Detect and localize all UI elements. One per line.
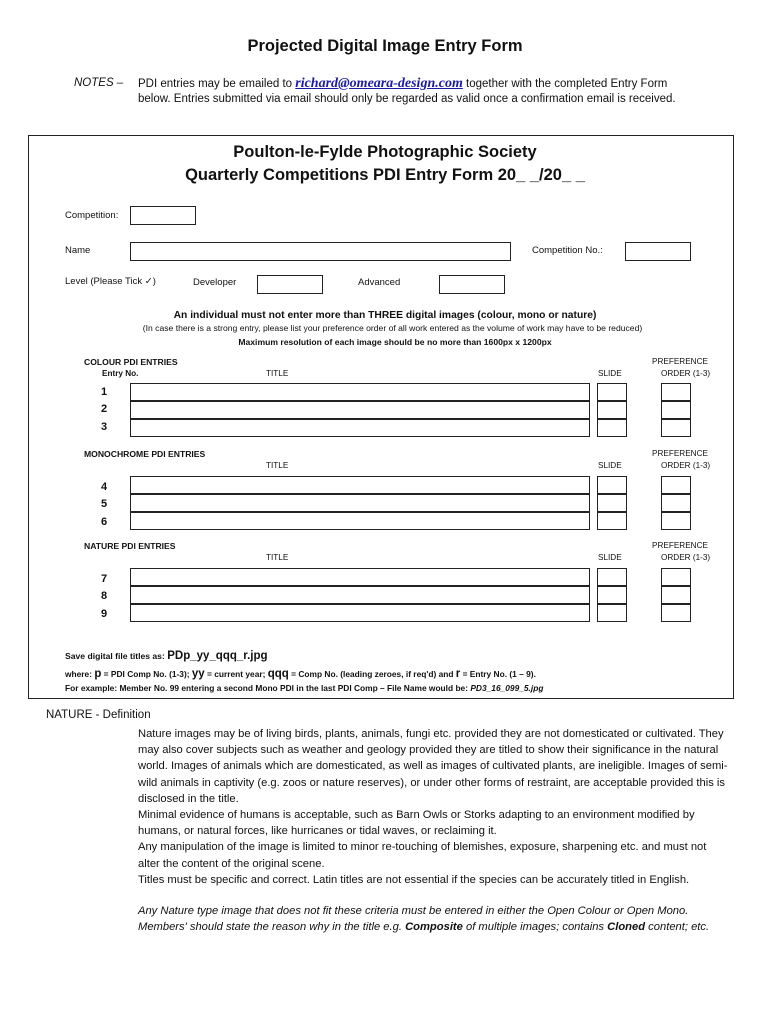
save-label: Save digital file titles as:: [65, 651, 168, 661]
email-link[interactable]: richard@omeara-design.com: [295, 76, 463, 91]
slide-field-4[interactable]: [597, 476, 627, 494]
where-yy: yy: [191, 668, 205, 680]
col-pref-colour-1: PREFERENCE: [652, 357, 708, 366]
preference-field-4[interactable]: [661, 476, 691, 494]
page-title: Projected Digital Image Entry Form: [247, 37, 523, 55]
form-subtitle: Quarterly Competitions PDI Entry Form 20_ _/20_ _: [185, 166, 585, 184]
example-line: [65, 683, 543, 693]
italic-part-3: content; etc.: [645, 921, 710, 934]
col-slide-mono: SLIDE: [598, 461, 622, 470]
developer-label: Developer: [193, 277, 237, 288]
italic-bold-cloned: Cloned: [607, 921, 646, 934]
preference-field-7[interactable]: [661, 568, 691, 586]
competition-no-label: Competition No.:: [532, 245, 603, 256]
example-text: For example: Member No. 99 entering a second Mono PDI in the last PDI Comp – File Name would be:: [65, 683, 471, 693]
name-label: Name: [65, 245, 91, 256]
rule-resolution: Maximum resolution of each image should be no more than 1600px x 1200px: [238, 337, 552, 347]
example-file: PD3_16_099_5.jpg: [470, 683, 544, 693]
where-p: p: [94, 668, 102, 680]
title-field-4[interactable]: [130, 476, 590, 494]
preference-field-1[interactable]: [661, 383, 691, 401]
title-field-9[interactable]: [130, 604, 590, 622]
save-pattern: PDp_yy_qqq_r.jpg: [167, 650, 268, 662]
col-pref-mono-1: PREFERENCE: [652, 449, 708, 458]
level-label: Level (Please Tick ✓): [65, 276, 156, 287]
competition-label: Competition:: [65, 210, 119, 221]
title-field-2[interactable]: [130, 401, 590, 419]
slide-field-1[interactable]: [597, 383, 627, 401]
title-field-8[interactable]: [130, 586, 590, 604]
title-field-6[interactable]: [130, 512, 590, 530]
section-heading-mono: MONOCHROME PDI ENTRIES: [84, 449, 206, 459]
where-r: r: [455, 668, 461, 680]
notes-after: together with the completed Entry Form below. Entries submitted via email should only be regarded as valid once a confirmation email is received.: [138, 78, 676, 105]
where-qqq: qqq: [267, 668, 289, 680]
italic-part-1: Any Nature type image that does not fit these criteria must be entered in either the Open Colour or Open Mono. Members' should state the reason why in the title e.g.: [138, 905, 689, 934]
competition-field[interactable]: [130, 206, 196, 225]
where-line: [65, 668, 536, 680]
entry-number: 2: [101, 403, 108, 415]
slide-field-9[interactable]: [597, 604, 627, 622]
where-label: where:: [65, 669, 95, 679]
notes-label: NOTES –: [74, 77, 124, 89]
col-title-colour: TITLE: [266, 369, 289, 378]
preference-field-3[interactable]: [661, 419, 691, 437]
section-heading-nature: NATURE PDI ENTRIES: [84, 541, 176, 551]
entry-no-label: Entry No.: [102, 369, 139, 378]
title-field-5[interactable]: [130, 494, 590, 512]
entry-number: 6: [101, 516, 108, 528]
entry-number: 1: [101, 386, 108, 398]
save-instruction: [65, 650, 268, 662]
advanced-checkbox[interactable]: [439, 275, 505, 294]
rule-preference-note: (In case there is a strong entry, please list your preference order of all work entered as the volume of work may have to be reduced): [142, 323, 643, 333]
col-slide-colour: SLIDE: [598, 369, 622, 378]
col-slide-nature: SLIDE: [598, 553, 622, 562]
entry-number: 9: [101, 608, 108, 620]
preference-field-9[interactable]: [661, 604, 691, 622]
entry-number: 5: [101, 498, 108, 510]
title-field-1[interactable]: [130, 383, 590, 401]
title-field-3[interactable]: [130, 419, 590, 437]
nature-italic-note: [138, 903, 728, 935]
col-pref-nature-1: PREFERENCE: [652, 541, 708, 550]
italic-part-2: of multiple images; contains: [462, 921, 608, 934]
nature-para-4: Titles must be specific and correct. Latin titles are not essential if the species can be accurately titled in English.: [138, 873, 690, 886]
where-r-desc: = Entry No. (1 – 9).: [460, 669, 536, 679]
competition-no-field[interactable]: [625, 242, 691, 261]
slide-field-2[interactable]: [597, 401, 627, 419]
slide-field-8[interactable]: [597, 586, 627, 604]
advanced-label: Advanced: [358, 277, 401, 288]
developer-checkbox[interactable]: [257, 275, 323, 294]
nature-para-3: Any manipulation of the image is limited to minor re-touching of blemishes, exposure, sharpening etc. and must not alter the content of the original scene.: [138, 841, 707, 870]
entry-number: 3: [101, 421, 108, 433]
slide-field-5[interactable]: [597, 494, 627, 512]
slide-field-3[interactable]: [597, 419, 627, 437]
entry-number: 8: [101, 590, 108, 602]
title-field-7[interactable]: [130, 568, 590, 586]
slide-field-6[interactable]: [597, 512, 627, 530]
col-title-mono: TITLE: [266, 461, 289, 470]
nature-definition: [138, 726, 728, 935]
col-pref-mono-2: ORDER (1-3): [661, 461, 711, 470]
where-yy-desc: = current year;: [204, 669, 268, 679]
col-title-nature: TITLE: [266, 553, 289, 562]
col-pref-colour-2: ORDER (1-3): [661, 369, 711, 378]
preference-field-5[interactable]: [661, 494, 691, 512]
preference-field-6[interactable]: [661, 512, 691, 530]
rule-max-images: An individual must not enter more than THREE digital images (colour, mono or nature): [173, 310, 597, 321]
col-pref-nature-2: ORDER (1-3): [661, 553, 711, 562]
nature-para-2: Minimal evidence of humans is acceptable, such as Barn Owls or Storks adapting to an environment modified by humans, or natural forces, like hurricanes or tidal waves, or reclaiming it.: [138, 809, 695, 838]
notes-before: PDI entries may be emailed to: [138, 78, 296, 90]
where-p-desc: = PDI Comp No. (1-3);: [101, 669, 192, 679]
society-name: Poulton-le-Fylde Photographic Society: [233, 143, 537, 161]
section-heading-colour: COLOUR PDI ENTRIES: [84, 357, 178, 367]
slide-field-7[interactable]: [597, 568, 627, 586]
preference-field-2[interactable]: [661, 401, 691, 419]
entry-number: 7: [101, 573, 108, 585]
nature-para-1: Nature images may be of living birds, plants, animals, fungi etc. provided they are not domesticated or cultivated. They may also cover subjects such as weather and geology provided they are titled to show their significance in the natural world. Images of animals which are domesticated, as well as images of cultivated plants, are ineligible. Images of semi-wild animals in captivity (e.g. zoos or nature reserves), or under other forms of restraint, are acceptable provided this is disclosed in the title.: [138, 728, 728, 805]
italic-bold-composite: Composite: [405, 921, 463, 934]
entry-number: 4: [101, 481, 108, 493]
where-qqq-desc: = Comp No. (leading zeroes, if req'd) and: [288, 669, 456, 679]
nature-heading: NATURE - Definition: [46, 709, 151, 721]
name-field[interactable]: [130, 242, 511, 261]
preference-field-8[interactable]: [661, 586, 691, 604]
notes-text: [138, 77, 698, 106]
